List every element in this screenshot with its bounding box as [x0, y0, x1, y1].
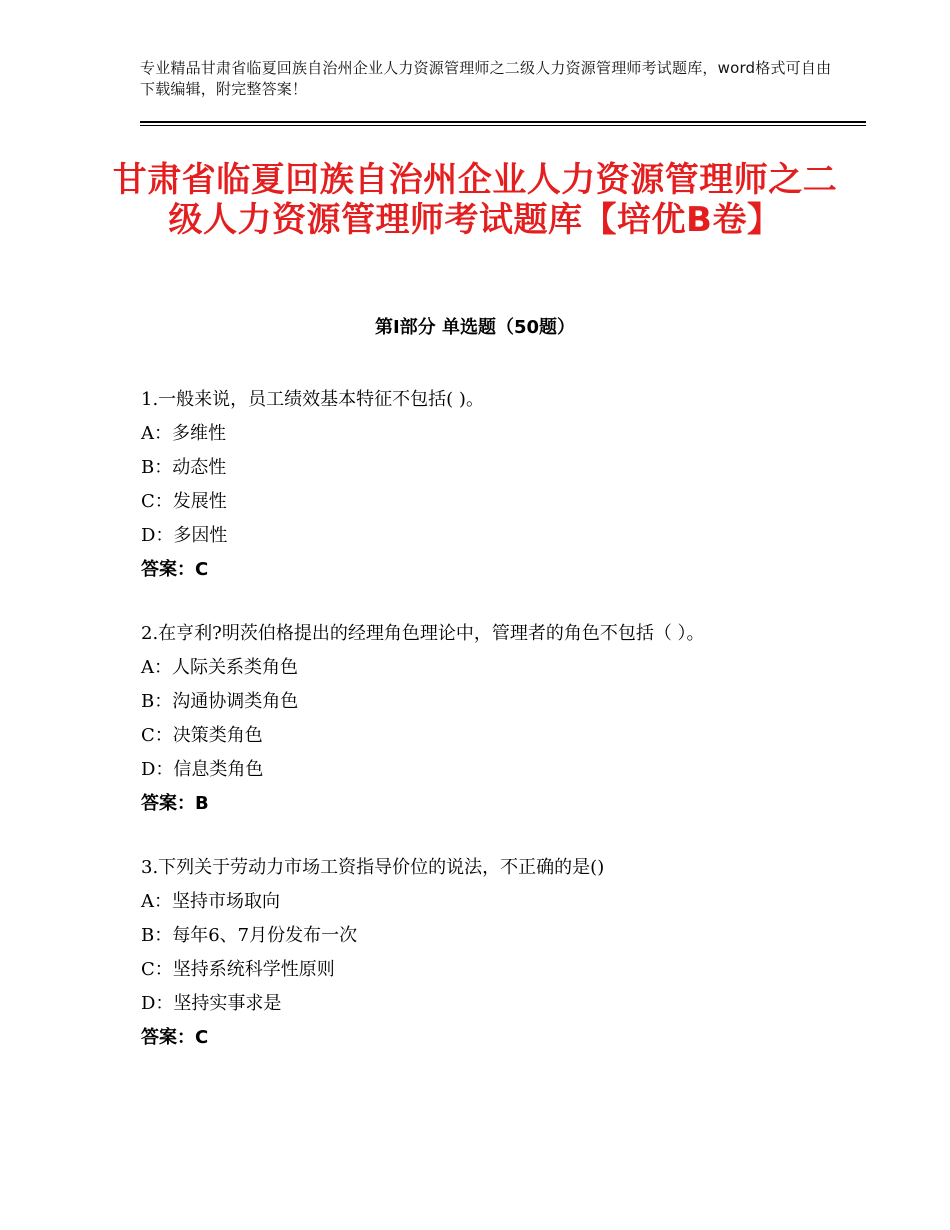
- option-a: A：人际关系类角色: [141, 657, 298, 678]
- option-b: B：每年6、7月份发布一次: [141, 925, 358, 946]
- question-list: [141, 383, 801, 1085]
- answer: 答案：C: [141, 1027, 209, 1048]
- header-divider-thin: [140, 125, 866, 126]
- header-divider-thick: [140, 121, 866, 123]
- option-d: D：多因性: [141, 525, 228, 546]
- section-title: 第Ⅰ部分 单选题（50题）: [374, 317, 575, 338]
- question-stem: 3.下列关于劳动力市场工资指导价位的说法，不正确的是(): [141, 857, 605, 878]
- question-3: [141, 851, 801, 1055]
- answer: 答案：B: [141, 793, 209, 814]
- option-c: C：坚持系统科学性原则: [141, 959, 335, 980]
- document-title: 甘肃省临夏回族自治州企业人力资源管理师之二级人力资源管理师考试题库【培优B卷】: [112, 160, 838, 240]
- option-d: D：坚持实事求是: [141, 993, 282, 1014]
- header-divider: [140, 121, 866, 127]
- option-c: C：决策类角色: [141, 725, 263, 746]
- question-2: [141, 617, 801, 821]
- question-1: [141, 383, 801, 587]
- option-d: D：信息类角色: [141, 759, 264, 780]
- question-stem: 2.在亨利?明茨伯格提出的经理角色理论中，管理者的角色不包括（ ）。: [141, 623, 705, 644]
- header-note: 专业精品甘肃省临夏回族自治州企业人力资源管理师之二级人力资源管理师考试题库，word格式可自由下载编辑，附完整答案！: [140, 59, 832, 98]
- option-b: B：沟通协调类角色: [141, 691, 299, 712]
- answer: 答案：C: [141, 559, 209, 580]
- option-b: B：动态性: [141, 457, 227, 478]
- option-a: A：多维性: [141, 423, 226, 444]
- question-stem: 1.一般来说，员工绩效基本特征不包括( )。: [141, 389, 484, 410]
- option-a: A：坚持市场取向: [141, 891, 280, 912]
- option-c: C：发展性: [141, 491, 227, 512]
